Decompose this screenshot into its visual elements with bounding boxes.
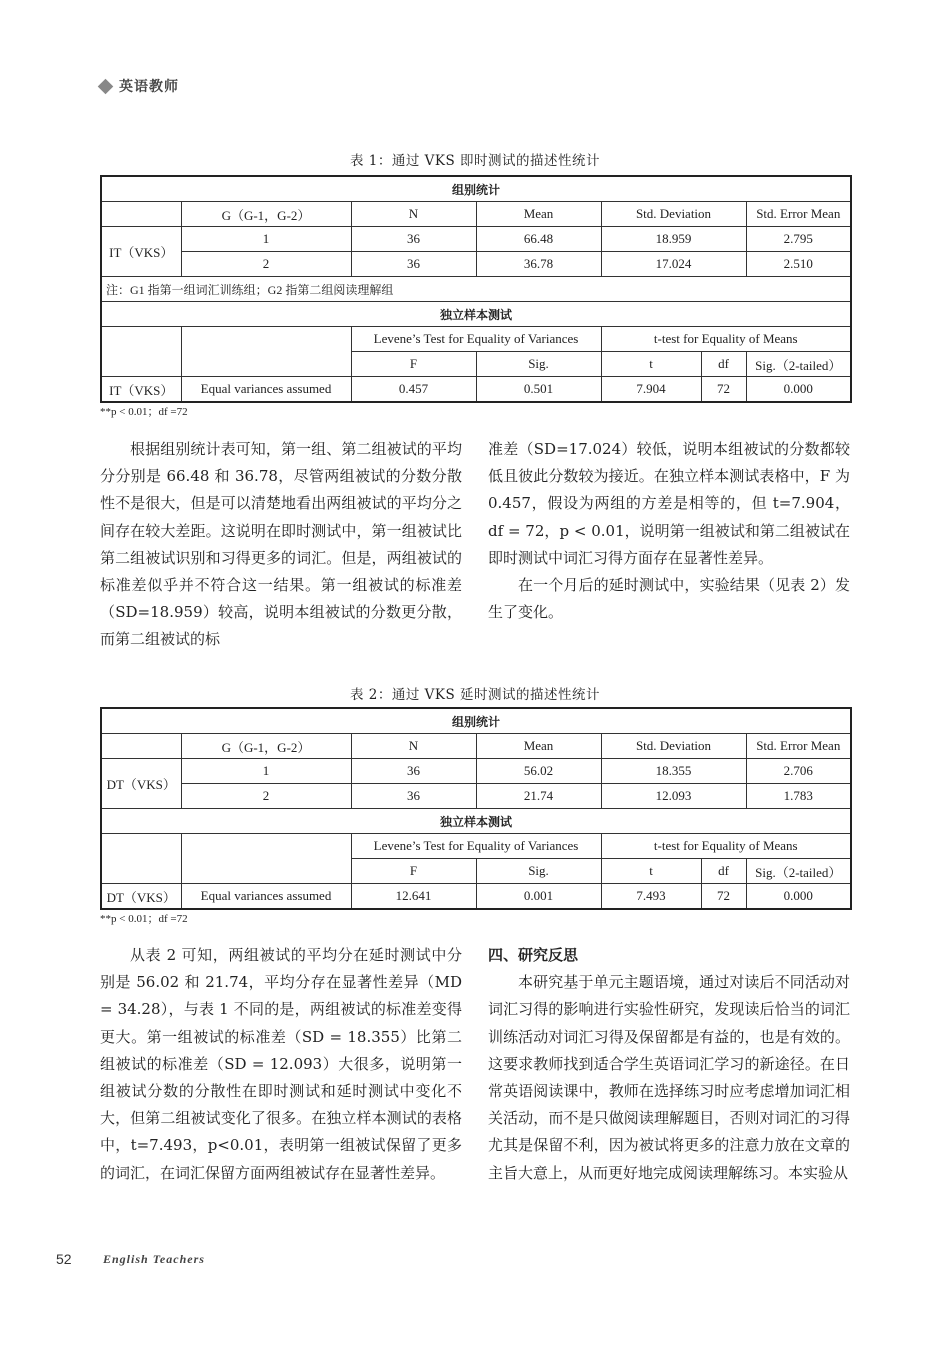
table1-caption: 表 1：通过 VKS 即时测试的描述性统计 — [349, 153, 601, 169]
table-cell: 2.510 — [746, 252, 851, 277]
paragraph: 根据组别统计表可知，第一组、第二组被试的平均分分别是 66.48 和 36.78，尽管两组被试的分数分散性不是很大，但是可以清楚地看出两组被试的平均分之间存在较大差距。这说明在即时测试中，第一组被试比第二组被试识别和习得更多的词汇。但是，两组被试的标准差似乎并不符合这一结果。第一组被试的标准差（SD=18.959）较高，说明本组被试的分数更分散，而第二组被试的标 — [100, 440, 462, 649]
blank-cell — [101, 834, 181, 884]
table2-test-header-row — [101, 834, 851, 859]
header-cell: Std. Deviation — [601, 202, 746, 227]
table-cell: 0.001 — [476, 884, 601, 910]
table-cell: 1 — [181, 227, 351, 252]
subheader-cell: Sig.（2-tailed） — [746, 352, 851, 377]
paragraph: 准差（SD=17.024）较低，说明本组被试的分数都较低且彼此分数较为接近。在独立样本测试表格中，F 为 0.457，假设为两组的方差是相等的，但 t=7.904，df = 72，p < 0.01，说明第一组被试和第二组被试在即时测试中词汇习得方面存在显著性差异。 — [488, 440, 850, 567]
blank-cell — [101, 327, 181, 377]
table-cell: 72 — [701, 377, 746, 403]
header-cell: Std. Error Mean — [746, 734, 851, 759]
table-cell: 2 — [181, 252, 351, 277]
table-cell: 0.000 — [746, 377, 851, 403]
table2-group-header-row — [101, 734, 851, 759]
table-cell: Equal variances assumed — [181, 884, 351, 910]
table-row — [101, 227, 851, 252]
diamond-icon — [98, 78, 114, 94]
table-cell: 18.355 — [601, 759, 746, 784]
table-cell: 12.641 — [351, 884, 476, 910]
table-cell: 36 — [351, 784, 476, 809]
table-cell: 0.457 — [351, 377, 476, 403]
table1-indep-band: 独立样本测试 — [101, 302, 851, 327]
subheader-cell: df — [701, 352, 746, 377]
table-cell: 0.000 — [746, 884, 851, 910]
table-cell: 18.959 — [601, 227, 746, 252]
table-cell: 1 — [181, 759, 351, 784]
table2-caption: 表 2：通过 VKS 延时测试的描述性统计 — [349, 687, 601, 703]
table-cell: 56.02 — [476, 759, 601, 784]
levene-header: Levene’s Test for Equality of Variances — [351, 327, 601, 352]
header-cell: N — [351, 734, 476, 759]
subheader-cell: t — [601, 859, 701, 884]
table2 — [100, 707, 852, 910]
subheader-cell: Sig. — [476, 352, 601, 377]
table-cell: 7.493 — [601, 884, 701, 910]
table-cell: 66.48 — [476, 227, 601, 252]
page-number: 52 — [56, 1251, 72, 1267]
levene-header: Levene’s Test for Equality of Variances — [351, 834, 601, 859]
table-cell: 1.783 — [746, 784, 851, 809]
table-cell: 21.74 — [476, 784, 601, 809]
table2-indep-band: 独立样本测试 — [101, 809, 851, 834]
subheader-cell: Sig.（2-tailed） — [746, 859, 851, 884]
table-cell: 12.093 — [601, 784, 746, 809]
table-cell: 7.904 — [601, 377, 701, 403]
table-row — [101, 784, 851, 809]
paragraph: 在一个月后的延时测试中，实验结果（见表 2）发生了变化。 — [488, 576, 850, 622]
header-cell: G（G-1，G-2） — [181, 202, 351, 227]
left-column-2 — [100, 942, 462, 1187]
table-cell: 36 — [351, 252, 476, 277]
subheader-cell: df — [701, 859, 746, 884]
right-column-2 — [488, 942, 850, 1187]
table1-group-band: 组别统计 — [101, 176, 851, 202]
table1-footnote: **p < 0.01；df =72 — [100, 406, 188, 418]
section-heading: 四、研究反思 — [488, 946, 579, 964]
blank-cell — [181, 834, 351, 884]
row-label: DT（VKS） — [101, 759, 181, 809]
blank-cell — [101, 734, 181, 759]
table-cell: 17.024 — [601, 252, 746, 277]
table-cell: 36.78 — [476, 252, 601, 277]
table-cell: 2.706 — [746, 759, 851, 784]
table1 — [100, 175, 852, 403]
journal-title-cn: 英语教师 — [119, 79, 179, 95]
table-row — [101, 377, 851, 403]
journal-header — [100, 76, 179, 96]
row-label: DT（VKS） — [101, 884, 181, 910]
subheader-cell: F — [351, 352, 476, 377]
table2-footnote: **p < 0.01；df =72 — [100, 913, 188, 925]
ttest-header: t-test for Equality of Means — [601, 834, 851, 859]
table-row — [101, 884, 851, 910]
blank-cell — [101, 202, 181, 227]
table-cell: 36 — [351, 227, 476, 252]
right-column-1 — [488, 436, 850, 626]
header-cell: Std. Error Mean — [746, 202, 851, 227]
header-cell: Mean — [476, 734, 601, 759]
paragraph: 本研究基于单元主题语境，通过对读后不同活动对词汇习得的影响进行实验性研究，发现读后恰当的词汇训练活动对词汇习得及保留都是有益的，也是有效的。这要求教师找到适合学生英语词汇学习的新途径。在日常英语阅读课中，教师在选择练习时应考虑增加词汇相关活动，而不是只做阅读理解题目，否则对词汇的习得尤其是保留不利，因为被试将更多的注意力放在文章的主旨大意上，从而更好地完成阅读理解练习。本实验从 — [488, 973, 850, 1182]
table-row — [101, 759, 851, 784]
left-column-1 — [100, 436, 462, 654]
journal-title-en: English Teachers — [103, 1252, 205, 1266]
header-cell: Std. Deviation — [601, 734, 746, 759]
table1-group-header-row — [101, 202, 851, 227]
table1-test-header-row — [101, 327, 851, 352]
subheader-cell: t — [601, 352, 701, 377]
table-cell: 0.501 — [476, 377, 601, 403]
table-cell: 2.795 — [746, 227, 851, 252]
paragraph: 从表 2 可知，两组被试的平均分在延时测试中分别是 56.02 和 21.74，平均分存在显著性差异（MD = 34.28），与表 1 不同的是，两组被试的标准差变得更大。第一组被试的标准差（SD = 18.355）比第二组被试的标准差（SD = 12.093）大很多，说明第一组被试分数的分散性在即时测试和延时测试中变化不大，但第二组被试变化了很多。在独立样本测试的表格中，t=7.493，p<0.01，表明第一组被试保留了更多的词汇，在词汇保留方面两组被试存在显著性差异。 — [100, 946, 462, 1182]
blank-cell — [181, 327, 351, 377]
row-label: IT（VKS） — [101, 377, 181, 403]
table-cell: 72 — [701, 884, 746, 910]
subheader-cell: Sig. — [476, 859, 601, 884]
table1-note: 注：G1 指第一组词汇训练组；G2 指第二组阅读理解组 — [101, 277, 851, 302]
table-row — [101, 252, 851, 277]
table-cell: 36 — [351, 759, 476, 784]
row-label: IT（VKS） — [101, 227, 181, 277]
header-cell: Mean — [476, 202, 601, 227]
header-cell: G（G-1，G-2） — [181, 734, 351, 759]
ttest-header: t-test for Equality of Means — [601, 327, 851, 352]
table2-group-band: 组别统计 — [101, 708, 851, 734]
table-cell: 2 — [181, 784, 351, 809]
header-cell: N — [351, 202, 476, 227]
table-cell: Equal variances assumed — [181, 377, 351, 403]
subheader-cell: F — [351, 859, 476, 884]
